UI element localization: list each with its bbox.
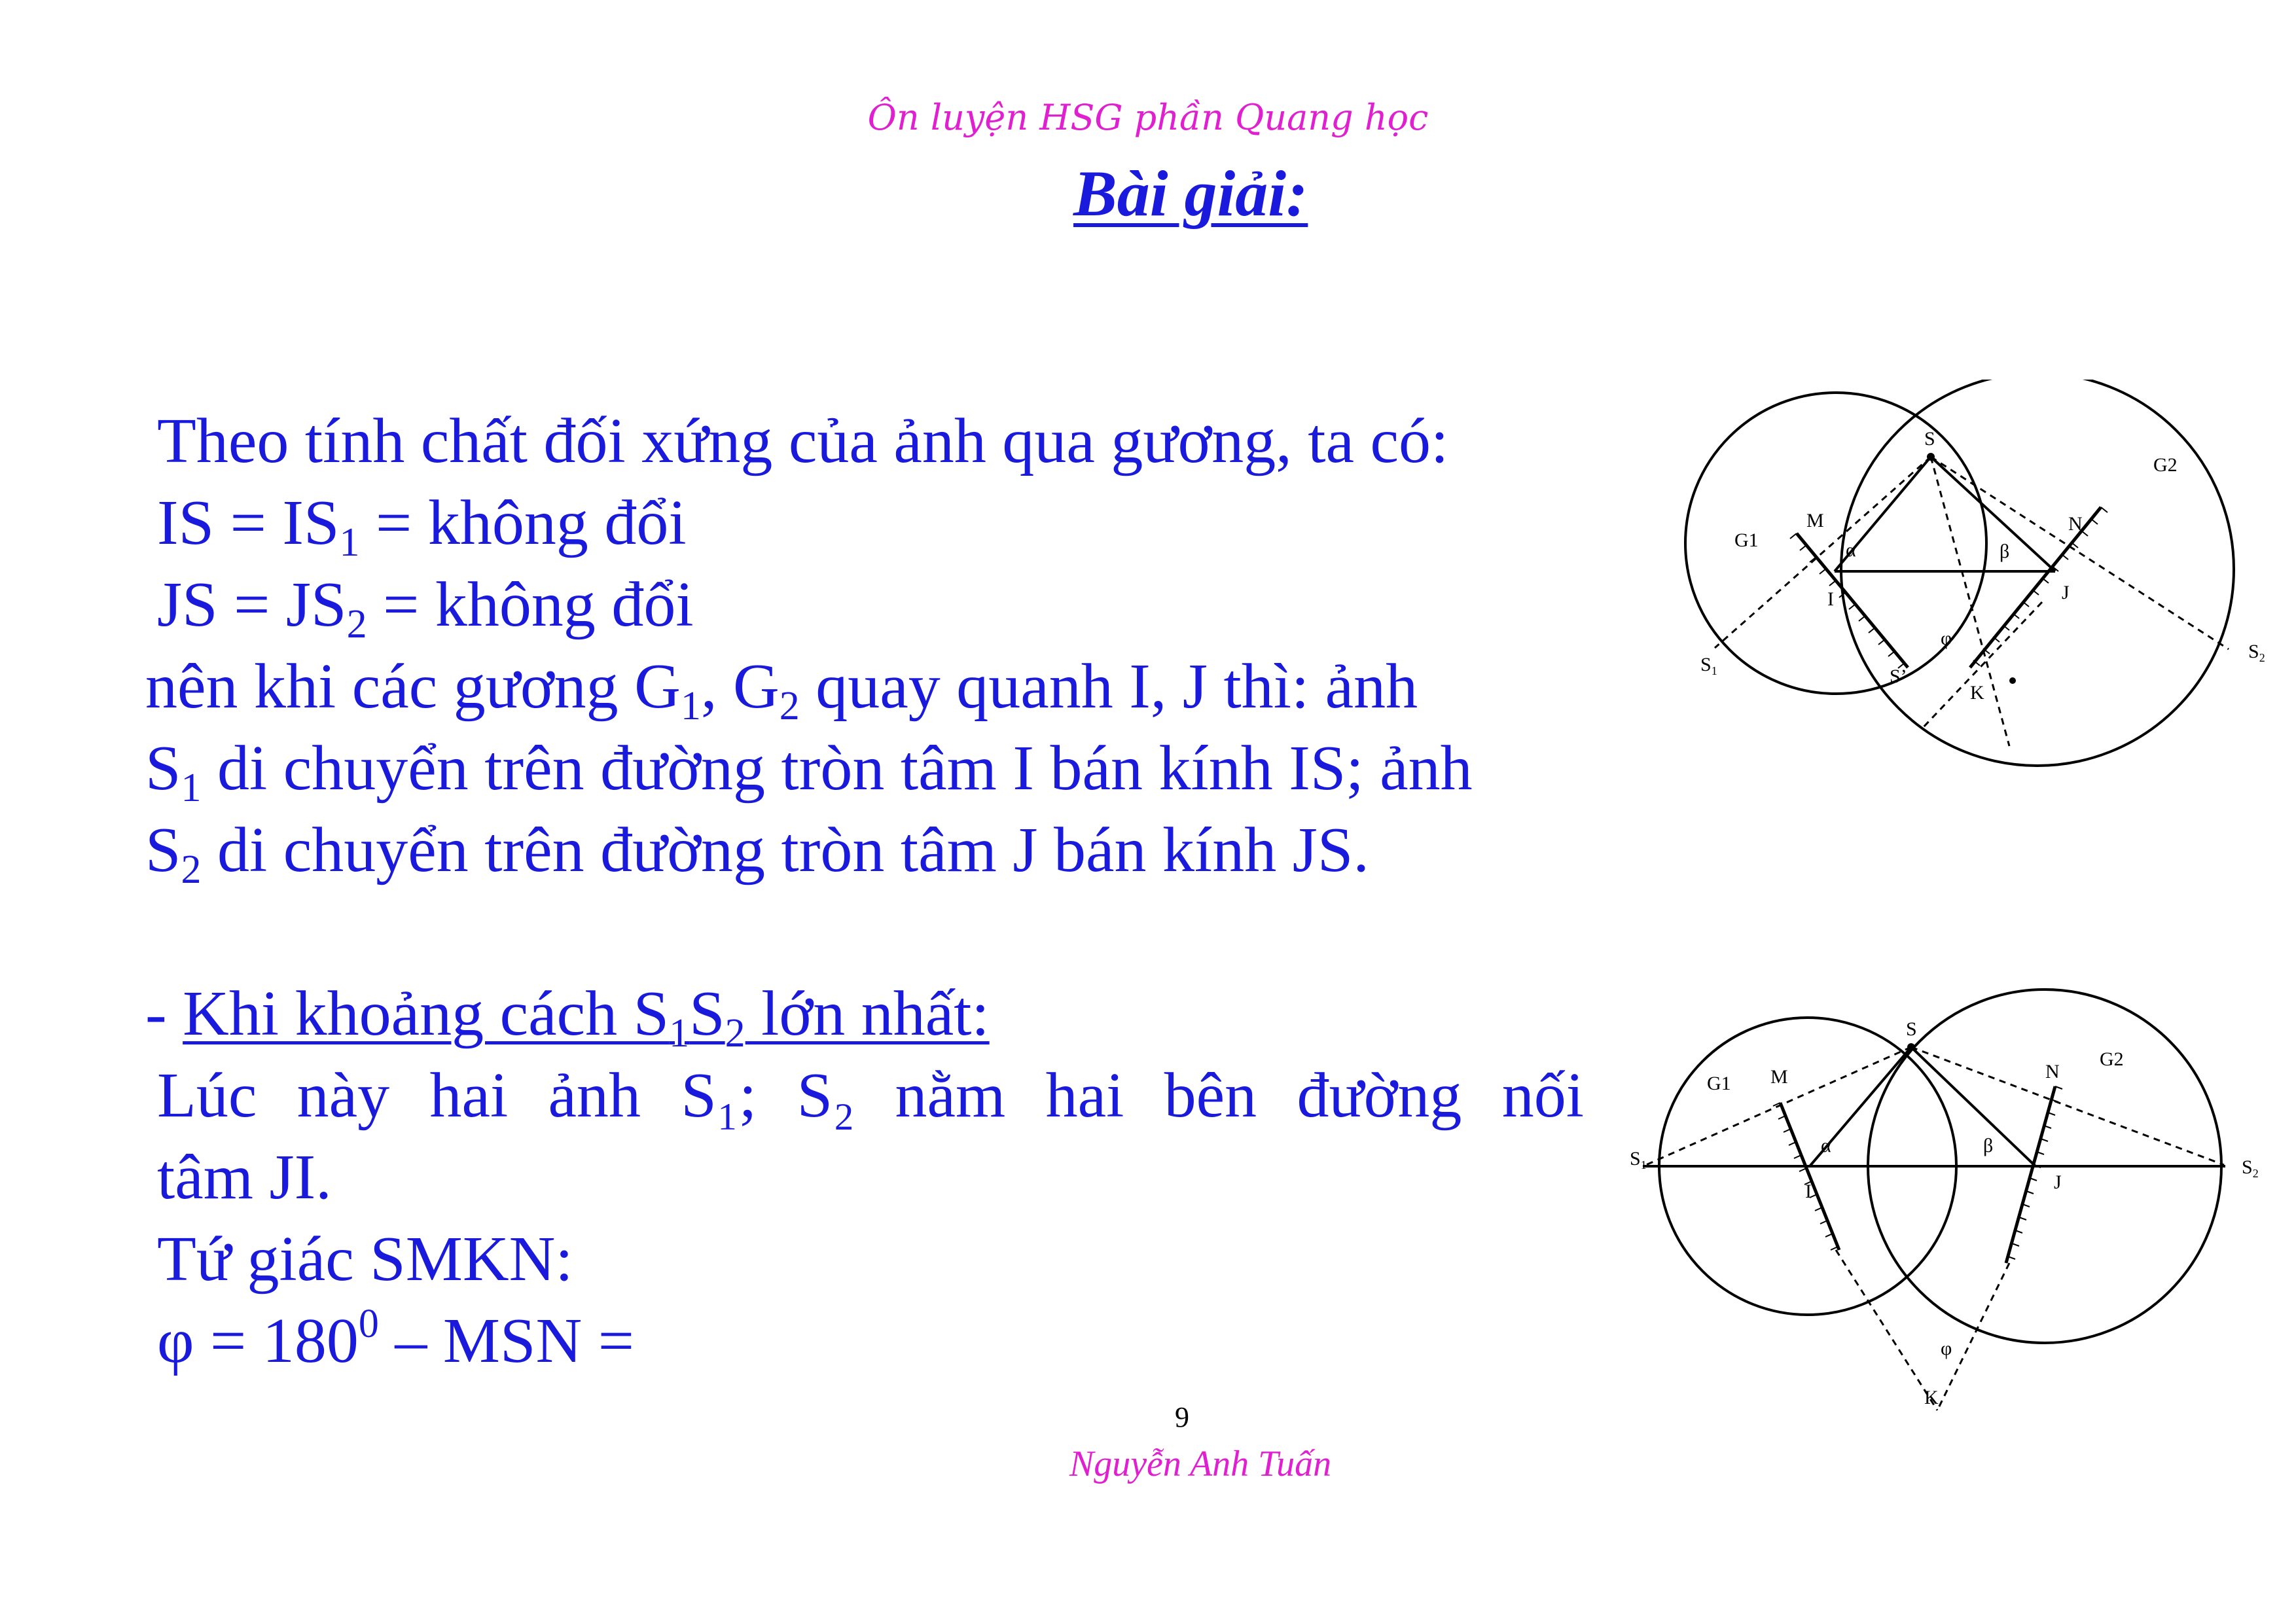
- label-s2: $S_2$: [2242, 1156, 2259, 1180]
- label-n: N: [2045, 1061, 2060, 1082]
- diagram-rotating-mirrors-2: [1623, 975, 2278, 1427]
- word: nối: [1501, 1060, 1584, 1131]
- word: nằm: [895, 1060, 1006, 1131]
- section-heading: - Khi khoảng cách $S_1S_2$ lớn nhất:: [145, 978, 990, 1056]
- dashed-k-lower: [1921, 602, 2042, 730]
- label-s: S: [1924, 428, 1935, 450]
- dashed-s-s2: [1911, 1047, 2224, 1165]
- mirror-g2-hatch: [1973, 507, 2108, 666]
- page-title: Bài giải:: [1073, 157, 1308, 230]
- word: này: [296, 1060, 390, 1131]
- text-line-6: $S_2$ di chuyển trên đường tròn tâm J bán kính JS.: [145, 815, 1369, 892]
- text-line-5: $S_1$ di chuyển trên đường tròn tâm I bán kính IS; ảnh: [145, 733, 1473, 810]
- dashed-k-left: [1836, 1250, 1937, 1410]
- label-s-prime: S’: [1890, 666, 1907, 687]
- label-m: M: [1806, 510, 1824, 531]
- word: hai: [1045, 1060, 1124, 1131]
- label-s: S: [1906, 1018, 1917, 1040]
- label-g1: G1: [1734, 529, 1759, 551]
- diagram-rotating-mirrors-1: [1649, 380, 2278, 772]
- label-phi: φ: [1941, 628, 1952, 649]
- word: ảnh: [548, 1060, 641, 1131]
- ray-s-j: [1931, 457, 2055, 571]
- label-beta: β: [1983, 1135, 1994, 1156]
- label-i: I: [1827, 588, 1834, 610]
- label-alpha: α: [1821, 1135, 1831, 1156]
- label-beta: β: [2000, 541, 2010, 562]
- word: bên: [1164, 1060, 1257, 1131]
- ray-s-j: [1911, 1047, 2036, 1166]
- label-s1: $S_1$: [1630, 1148, 1647, 1171]
- text-line-4: nên khi các gương $G_1$, $G_2$ quay quanh I, J thì: ảnh: [145, 651, 1418, 728]
- label-k: K: [1924, 1387, 1939, 1408]
- dashed-s-s1: [1646, 1047, 1911, 1165]
- label-s2: $S_2$: [2248, 641, 2265, 664]
- label-n: N: [2068, 513, 2083, 535]
- label-g2: G2: [2153, 454, 2178, 476]
- mirror-g1: [1780, 1103, 1839, 1250]
- mirror-g1-hatch: [1773, 1103, 1838, 1250]
- text-line-10: Tứ giác SMKN:: [157, 1224, 573, 1294]
- dashed-s-s1: [1715, 457, 1931, 648]
- label-j: J: [2054, 1171, 2062, 1193]
- mirror-g2: [2006, 1086, 2055, 1263]
- text-line-2: IS = $IS_1$ = không đổi: [157, 488, 687, 565]
- label-i: I: [1805, 1181, 1812, 1202]
- label-g1: G1: [1707, 1073, 1731, 1094]
- label-alpha: α: [1846, 539, 1856, 561]
- running-header: Ôn luyện HSG phần Quang học: [867, 97, 1429, 138]
- label-phi: φ: [1941, 1338, 1952, 1359]
- word: hai: [429, 1060, 509, 1131]
- label-k: K: [1970, 682, 1984, 704]
- footer-author: Nguyễn Anh Tuấn: [1069, 1444, 1332, 1484]
- page-number: 9: [1175, 1401, 1189, 1433]
- word: S₁;: [681, 1060, 757, 1131]
- label-j: J: [2062, 582, 2070, 603]
- word: đường: [1297, 1060, 1462, 1131]
- label-g2: G2: [2100, 1048, 2124, 1070]
- text-line-1: Theo tính chất đối xứng của ảnh qua gương, ta có:: [157, 406, 1449, 476]
- text-line-9: tâm JI.: [157, 1142, 332, 1213]
- word: Lúc: [157, 1060, 257, 1131]
- text-line-8: [157, 1060, 1584, 1131]
- text-line-3: JS = $JS_2$ = không đổi: [157, 569, 694, 647]
- text-line-11: $\varphi = 180^0$ – MSN =: [157, 1302, 635, 1376]
- label-s1: $S_1$: [1700, 654, 1717, 677]
- label-m: M: [1770, 1066, 1788, 1088]
- word: S₂: [797, 1060, 855, 1131]
